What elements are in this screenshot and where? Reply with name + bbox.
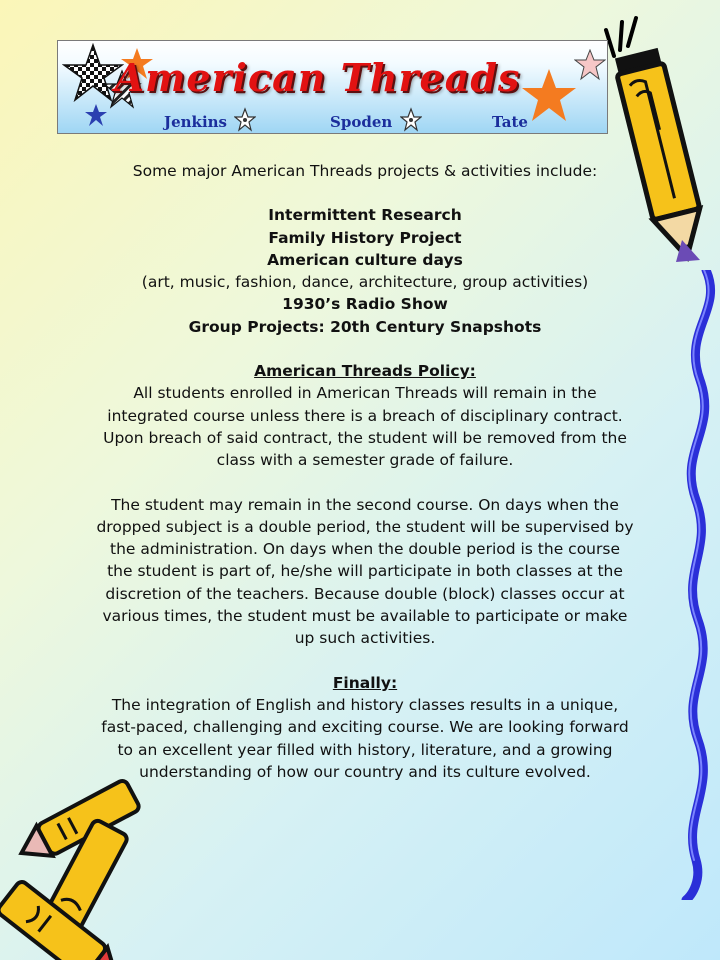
project-item: American culture days [267, 250, 463, 269]
policy-text: class with a semester grade of failure. [216, 451, 514, 470]
page-title: American Threads [114, 55, 521, 100]
policy-text: Upon breach of said contract, the student will be removed from the [103, 428, 627, 447]
policy-text: dropped subject is a double period, the student will be supervised by [96, 517, 634, 536]
policy-text: up such activities. [294, 629, 436, 648]
finally-heading: Finally: [332, 673, 398, 692]
policy-text: the student is part of, he/she will participate in both classes at the [107, 562, 623, 581]
finally-text: fast-paced, challenging and exciting course. We are looking forward [101, 718, 629, 737]
policy-text: various times, the student must be available to participate or make [102, 607, 628, 626]
intro-text: Some major American Threads projects & activities include: [132, 162, 598, 180]
project-item: Group Projects: 20th Century Snapshots [188, 317, 542, 336]
policy-text: All students enrolled in American Threads will remain in the [133, 384, 597, 403]
project-item: 1930’s Radio Show [282, 295, 448, 314]
finally-text: understanding of how our country and its culture evolved. [139, 762, 591, 781]
project-item-detail: (art, music, fashion, dance, architecture, group activities) [141, 273, 589, 292]
policy-text: discretion of the teachers. Because double (block) classes occur at [105, 584, 625, 603]
ribbon-squiggle-icon [672, 270, 720, 900]
main-content [64, 160, 666, 783]
project-item: Family History Project [268, 228, 462, 247]
finally-text: to an excellent year filled with history, literature, and a growing [117, 740, 613, 759]
teacher-name-tate: Tate [492, 113, 528, 131]
policy-heading: American Threads Policy: [254, 362, 476, 381]
teacher-names [58, 113, 607, 135]
policy-text: The student may remain in the second course. On days when the [111, 495, 619, 514]
teacher-name-spoden: Spoden [330, 113, 393, 131]
policy-text: the administration. On days when the double period is the course [110, 540, 620, 559]
crayon-icon [0, 770, 150, 960]
header-banner [57, 40, 608, 134]
outline-star-icon [400, 107, 422, 133]
policy-text: integrated course unless there is a breach of disciplinary contract. [107, 406, 623, 425]
finally-text: The integration of English and history classes results in a unique, [111, 695, 619, 714]
project-item: Intermittent Research [268, 206, 462, 225]
outline-star-icon [234, 107, 256, 133]
teacher-name-jenkins: Jenkins [164, 113, 227, 131]
